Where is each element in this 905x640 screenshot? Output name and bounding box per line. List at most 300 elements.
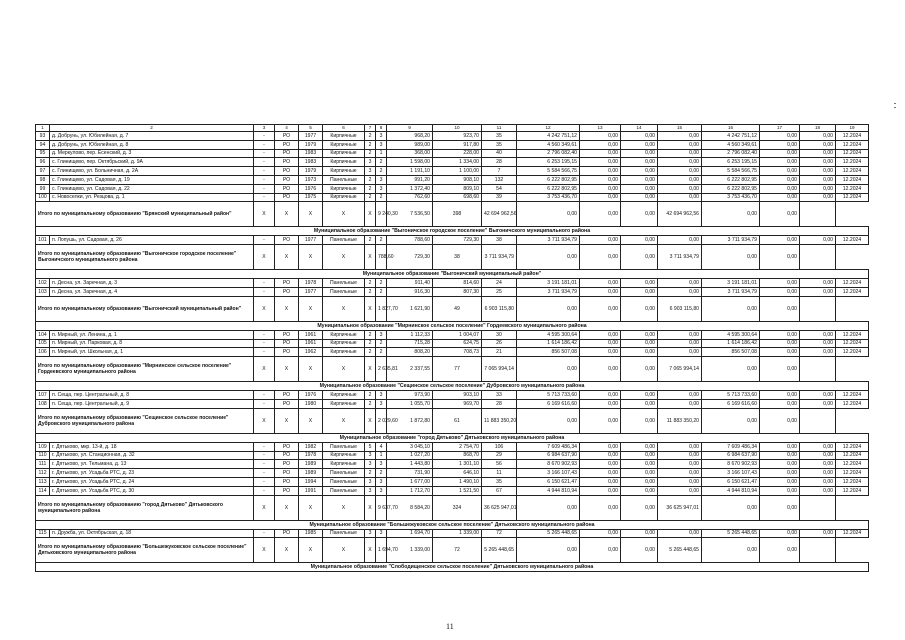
table-cell: 6 253 195,15: [517, 158, 580, 167]
table-cell: 6 169 616,60: [702, 399, 760, 408]
table-cell: 1 694,70: [387, 529, 433, 538]
table-cell: 0,00: [760, 391, 800, 400]
table-row: [36, 348, 869, 357]
table-cell: 5 713 733,60: [517, 391, 580, 400]
table-cell: 1985: [299, 529, 323, 538]
table-cell: 12.2024: [836, 442, 869, 451]
table-cell: 2: [376, 348, 387, 357]
section-title-row: [36, 563, 869, 572]
table-cell: -: [254, 451, 275, 460]
table-cell: 0,00: [621, 158, 658, 167]
table-cell: 54: [482, 184, 517, 193]
total-cell: X: [365, 357, 376, 382]
table-cell: 12.2024: [836, 529, 869, 538]
table-cell: 1 372,40: [387, 184, 433, 193]
table-cell: 26: [482, 339, 517, 348]
table-cell: 0,00: [621, 236, 658, 245]
table-cell: 0,00: [760, 339, 800, 348]
table-cell: 856 507,08: [702, 348, 760, 357]
table-cell: 1 614 186,42: [517, 339, 580, 348]
table-row: [36, 184, 869, 193]
table-cell: 98: [36, 175, 50, 184]
table-cell: Кирпичные: [323, 149, 365, 158]
table-cell: 1 339,00: [433, 529, 482, 538]
total-cell: 7 065 994,14: [482, 357, 517, 382]
table-cell: 1976: [299, 184, 323, 193]
table-cell: 6 222 802,95: [517, 175, 580, 184]
total-cell: 0,00: [702, 495, 760, 520]
table-cell: РО: [275, 469, 299, 478]
table-cell: 0,00: [760, 477, 800, 486]
total-label: Итого по муниципальному образованию "Мирнинское сельское поселение" Гордеевского муниципального района: [36, 357, 254, 382]
column-number: 7: [365, 125, 376, 132]
table-row: [36, 451, 869, 460]
table-cell: 0,00: [580, 175, 621, 184]
table-cell: 808,20: [387, 348, 433, 357]
table-cell: 0,00: [800, 158, 836, 167]
table-cell: 3: [365, 451, 376, 460]
table-cell: Панельные: [323, 486, 365, 495]
table-cell: 1: [376, 149, 387, 158]
table-cell: 0,00: [658, 158, 702, 167]
table-cell: г. Дятьково, ул. Усадьба РТС, д. 23: [50, 469, 254, 478]
table-cell: 0,00: [621, 529, 658, 538]
table-cell: 1 614 186,42: [702, 339, 760, 348]
table-cell: 0,00: [621, 399, 658, 408]
total-cell: X: [254, 245, 275, 270]
total-cell: 0,00: [760, 357, 800, 382]
total-row: [36, 202, 869, 227]
table-cell: 106: [36, 348, 50, 357]
table-cell: 1961: [299, 330, 323, 339]
total-cell: X: [275, 538, 299, 563]
table-cell: д. Добрунь, ул. Юбилейная, д. 8: [50, 140, 254, 149]
table-cell: 33: [482, 391, 517, 400]
total-cell: X: [299, 245, 323, 270]
table-row: [36, 193, 869, 202]
table-cell: п. Дружба, ул. Октябрьская, д. 18: [50, 529, 254, 538]
total-cell: X: [254, 357, 275, 382]
table-cell: 0,00: [800, 149, 836, 158]
table-cell: 40: [482, 149, 517, 158]
table-cell: 0,00: [658, 279, 702, 288]
table-cell: 916,30: [387, 287, 433, 296]
table-cell: 991,20: [387, 175, 433, 184]
total-row: [36, 495, 869, 520]
table-cell: 1975: [299, 193, 323, 202]
table-cell: 4 944 810,94: [517, 486, 580, 495]
table-cell: 2: [365, 236, 376, 245]
table-cell: 809,10: [433, 184, 482, 193]
table-cell: 0,00: [658, 348, 702, 357]
table-cell: 6 984 637,90: [702, 451, 760, 460]
table-cell: 12.2024: [836, 339, 869, 348]
total-cell: 3 711 934,79: [482, 245, 517, 270]
total-cell: X: [323, 408, 365, 433]
total-cell: X: [299, 357, 323, 382]
total-cell: X: [323, 538, 365, 563]
table-cell: 101: [36, 236, 50, 245]
table-cell: 0,00: [800, 391, 836, 400]
total-cell: 9 637,70: [376, 495, 387, 520]
table-cell: 0,00: [658, 469, 702, 478]
total-cell: 0,00: [621, 408, 658, 433]
total-cell: 61: [433, 408, 482, 433]
total-cell: 1 339,00: [387, 538, 433, 563]
section-title-row: [36, 382, 869, 391]
total-cell: 0,00: [702, 538, 760, 563]
table-cell: 0,00: [800, 132, 836, 141]
table-cell: г. Дятьково, мкр. 13-й, д. 18: [50, 442, 254, 451]
table-cell: 0,00: [760, 132, 800, 141]
table-cell: 12.2024: [836, 287, 869, 296]
table-cell: 1 301,10: [433, 460, 482, 469]
table-cell: 5 265 448,65: [702, 529, 760, 538]
table-cell: -: [254, 442, 275, 451]
table-row: [36, 399, 869, 408]
total-cell: 11 883 350,20: [658, 408, 702, 433]
table-cell: 0,00: [760, 193, 800, 202]
total-cell: X: [365, 538, 376, 563]
table-cell: 1978: [299, 279, 323, 288]
table-cell: РО: [275, 477, 299, 486]
table-cell: 2: [365, 193, 376, 202]
table-cell: 807,30: [433, 287, 482, 296]
table-cell: 0,00: [621, 451, 658, 460]
column-number: 10: [433, 125, 482, 132]
table-cell: 0,00: [658, 486, 702, 495]
table-cell: п. Мирный, ул. Ленина, д. 1: [50, 330, 254, 339]
total-cell: 0,00: [702, 408, 760, 433]
total-cell: X: [323, 202, 365, 227]
table-cell: 1994: [299, 477, 323, 486]
table-cell: 0,00: [658, 287, 702, 296]
total-cell: X: [365, 408, 376, 433]
total-cell: 7 065 994,14: [658, 357, 702, 382]
total-cell: 0,00: [702, 296, 760, 321]
table-cell: 105: [36, 339, 50, 348]
table-cell: 762,60: [387, 193, 433, 202]
table-cell: 1 521,50: [433, 486, 482, 495]
table-cell: 108: [36, 399, 50, 408]
column-number: 11: [482, 125, 517, 132]
table-cell: 0,00: [760, 287, 800, 296]
table-cell: 12.2024: [836, 460, 869, 469]
table-cell: Кирпичные: [323, 167, 365, 176]
table-cell: 0,00: [760, 184, 800, 193]
table-cell: 0,00: [621, 339, 658, 348]
table-cell: РО: [275, 279, 299, 288]
section-title: Муниципальное образование "Выгоничский муниципальный район": [36, 270, 869, 279]
table-cell: 4 944 810,94: [702, 486, 760, 495]
table-cell: 2: [365, 330, 376, 339]
total-cell: 0,00: [621, 245, 658, 270]
table-cell: 1 712,70: [387, 486, 433, 495]
total-cell: 8 584,20: [387, 495, 433, 520]
table-cell: 102: [36, 279, 50, 288]
table-row: [36, 132, 869, 141]
total-cell: X: [299, 495, 323, 520]
table-cell: РО: [275, 330, 299, 339]
table-cell: 12.2024: [836, 132, 869, 141]
table-cell: 109: [36, 442, 50, 451]
table-cell: г. Дятьково, ул. Станционная, д. 32: [50, 451, 254, 460]
table-cell: 0,00: [621, 279, 658, 288]
total-row: [36, 296, 869, 321]
total-cell: 1 621,90: [387, 296, 433, 321]
table-cell: п. Лопушь, ул. Садовая, д. 26: [50, 236, 254, 245]
total-label: Итого по муниципальному образованию "город Дятьково" Дятьковского муниципального района: [36, 495, 254, 520]
table-cell: 100: [36, 193, 50, 202]
table-cell: 788,60: [387, 236, 433, 245]
table-row: [36, 279, 869, 288]
table-cell: 0,00: [621, 193, 658, 202]
table-cell: 4 560 349,61: [702, 140, 760, 149]
column-number: 17: [760, 125, 800, 132]
table-cell: 0,00: [580, 236, 621, 245]
table-cell: 0,00: [580, 167, 621, 176]
table-cell: 1977: [299, 236, 323, 245]
table-cell: 968,20: [387, 132, 433, 141]
table-cell: 1: [376, 451, 387, 460]
table-cell: 0,00: [621, 132, 658, 141]
total-cell: 9 240,30: [376, 202, 387, 227]
table-cell: г. Дятьково, ул. Усадьба РТС, д. 30: [50, 486, 254, 495]
table-cell: РО: [275, 399, 299, 408]
table-cell: Кирпичные: [323, 140, 365, 149]
table-cell: 95: [36, 149, 50, 158]
table-cell: 1979: [299, 140, 323, 149]
column-number: 18: [800, 125, 836, 132]
table-cell: РО: [275, 236, 299, 245]
table-cell: 0,00: [658, 175, 702, 184]
table-cell: Панельные: [323, 477, 365, 486]
total-cell: 2 029,60: [376, 408, 387, 433]
table-cell: 7 609 486,34: [517, 442, 580, 451]
total-cell: 6 903 115,80: [658, 296, 702, 321]
table-cell: с. Новоселки, ул. Резцова, д. 1: [50, 193, 254, 202]
table-cell: 12.2024: [836, 149, 869, 158]
table-cell: 698,60: [433, 193, 482, 202]
total-cell: 5 265 448,65: [658, 538, 702, 563]
table-cell: 4 560 349,61: [517, 140, 580, 149]
total-cell: 0,00: [517, 245, 580, 270]
table-cell: 112: [36, 469, 50, 478]
total-cell: 72: [433, 538, 482, 563]
column-number: 13: [580, 125, 621, 132]
table-cell: 2: [376, 167, 387, 176]
table-cell: 0,00: [658, 149, 702, 158]
table-cell: с. Глинищево, пер. Октябрьский, д. 9А: [50, 158, 254, 167]
table-cell: 2: [365, 469, 376, 478]
total-cell: X: [365, 296, 376, 321]
table-cell: 24: [482, 279, 517, 288]
total-cell: X: [275, 245, 299, 270]
table-cell: 0,00: [658, 391, 702, 400]
table-cell: 28: [482, 399, 517, 408]
table-cell: 2: [365, 339, 376, 348]
table-cell: 2: [376, 469, 387, 478]
table-cell: 2: [365, 348, 376, 357]
table-cell: 0,00: [580, 460, 621, 469]
table-cell: 5 584 566,75: [517, 167, 580, 176]
table-cell: 0,00: [800, 486, 836, 495]
table-cell: 8 670 902,93: [702, 460, 760, 469]
table-cell: 3 191 181,01: [517, 279, 580, 288]
table-cell: -: [254, 193, 275, 202]
table-cell: 30: [482, 330, 517, 339]
table-cell: 4 595 300,64: [517, 330, 580, 339]
table-cell: 3: [365, 158, 376, 167]
table-row: [36, 167, 869, 176]
table-cell: 6 984 637,90: [517, 451, 580, 460]
table-cell: 7: [482, 167, 517, 176]
table-cell: 4: [376, 442, 387, 451]
table-cell: 0,00: [760, 175, 800, 184]
table-cell: п. Мирный, ул. Школьная, д. 1: [50, 348, 254, 357]
table-cell: п. Десна, ул. Заречная, д. 4: [50, 287, 254, 296]
table-cell: 3: [365, 477, 376, 486]
table-cell: 72: [482, 529, 517, 538]
section-title: Муниципальное образование "Выгоничское городское поселение" Выгоничского муниципального района: [36, 227, 869, 236]
column-number: 2: [50, 125, 254, 132]
table-cell: 0,00: [580, 287, 621, 296]
table-cell: 0,00: [580, 158, 621, 167]
table-cell: 0,00: [580, 330, 621, 339]
table-cell: Панельные: [323, 529, 365, 538]
table-cell: 93: [36, 132, 50, 141]
section-title-row: [36, 520, 869, 529]
total-cell: 1 694,70: [376, 538, 387, 563]
table-cell: 1983: [299, 158, 323, 167]
table-cell: 0,00: [580, 348, 621, 357]
table-cell: 6 253 195,15: [702, 158, 760, 167]
table-cell: РО: [275, 287, 299, 296]
table-cell: 0,00: [760, 442, 800, 451]
table-cell: РО: [275, 132, 299, 141]
table-cell: 12.2024: [836, 451, 869, 460]
table-cell: -: [254, 236, 275, 245]
table-cell: РО: [275, 167, 299, 176]
table-cell: 35: [482, 140, 517, 149]
section-title: Муниципальное образование "город Дятьково" Дятьковского муниципального района: [36, 433, 869, 442]
table-cell: 107: [36, 391, 50, 400]
table-cell: 0,00: [800, 348, 836, 357]
table-cell: д. Меркулово, пер. Есенский, д. 3: [50, 149, 254, 158]
total-cell: X: [299, 538, 323, 563]
total-cell: X: [323, 245, 365, 270]
total-label: Итого по муниципальному образованию "Выгоничское городское поселение" Выгоничского муниципального района: [36, 245, 254, 270]
table-cell: 0,00: [621, 442, 658, 451]
table-cell: Кирпичные: [323, 339, 365, 348]
table-cell: 969,70: [433, 399, 482, 408]
table-cell: -: [254, 279, 275, 288]
table-cell: -: [254, 149, 275, 158]
table-cell: 0,00: [800, 330, 836, 339]
table-cell: 3: [365, 460, 376, 469]
section-title-row: [36, 321, 869, 330]
table-cell: 113: [36, 477, 50, 486]
page-number: 11: [446, 622, 454, 631]
table-cell: 35: [482, 132, 517, 141]
total-cell: 1 872,80: [387, 408, 433, 433]
table-cell: 0,00: [760, 399, 800, 408]
total-cell: 729,30: [387, 245, 433, 270]
table-cell: 12.2024: [836, 175, 869, 184]
total-cell: X: [254, 408, 275, 433]
total-label: Итого по муниципальному образованию "Большежуковское сельское поселение" Дятьковского муниципального района: [36, 538, 254, 563]
table-cell: 3 191 181,01: [702, 279, 760, 288]
table-cell: 0,00: [621, 140, 658, 149]
table-cell: РО: [275, 184, 299, 193]
table-cell: 12.2024: [836, 330, 869, 339]
column-number: 9: [387, 125, 433, 132]
table-cell: 2: [365, 391, 376, 400]
table-cell: 1979: [299, 167, 323, 176]
table-body: [36, 125, 869, 572]
table-cell: 0,00: [580, 399, 621, 408]
table-cell: 0,00: [580, 132, 621, 141]
total-cell: 5 265 448,65: [482, 538, 517, 563]
table-cell: 12.2024: [836, 399, 869, 408]
table-cell: 67: [482, 486, 517, 495]
column-number: 8: [376, 125, 387, 132]
table-cell: 0,00: [800, 451, 836, 460]
table-cell: -: [254, 477, 275, 486]
table-cell: 0,00: [658, 330, 702, 339]
table-cell: РО: [275, 529, 299, 538]
section-title-row: [36, 270, 869, 279]
total-cell: 0,00: [517, 296, 580, 321]
total-cell: X: [323, 495, 365, 520]
table-cell: -: [254, 469, 275, 478]
table-cell: 0,00: [580, 339, 621, 348]
total-cell: 0,00: [517, 538, 580, 563]
table-cell: 2: [376, 236, 387, 245]
total-cell: 0,00: [621, 357, 658, 382]
table-cell: 35: [482, 477, 517, 486]
table-row: [36, 140, 869, 149]
table-cell: 0,00: [760, 469, 800, 478]
table-cell: 0,00: [580, 149, 621, 158]
table-cell: РО: [275, 140, 299, 149]
table-cell: 3: [376, 175, 387, 184]
table-cell: 0,00: [760, 158, 800, 167]
table-cell: 0,00: [621, 477, 658, 486]
table-cell: 11: [482, 469, 517, 478]
total-row: [36, 357, 869, 382]
table-cell: 2: [376, 193, 387, 202]
table-cell: 3 166 107,43: [702, 469, 760, 478]
table-cell: РО: [275, 391, 299, 400]
table-cell: 917,80: [433, 140, 482, 149]
table-cell: 12.2024: [836, 391, 869, 400]
table-row: [36, 158, 869, 167]
table-cell: 99: [36, 184, 50, 193]
total-cell: 0,00: [580, 408, 621, 433]
table-cell: 2: [365, 287, 376, 296]
total-cell: 0,00: [760, 408, 800, 433]
total-cell: 0,00: [621, 538, 658, 563]
margin-mark: [894, 107, 896, 108]
table-cell: РО: [275, 486, 299, 495]
total-cell: 0,00: [760, 245, 800, 270]
table-cell: 21: [482, 348, 517, 357]
table-cell: -: [254, 339, 275, 348]
table-cell: 0,00: [658, 132, 702, 141]
table-cell: 3: [376, 132, 387, 141]
table-cell: 4 242 751,12: [702, 132, 760, 141]
